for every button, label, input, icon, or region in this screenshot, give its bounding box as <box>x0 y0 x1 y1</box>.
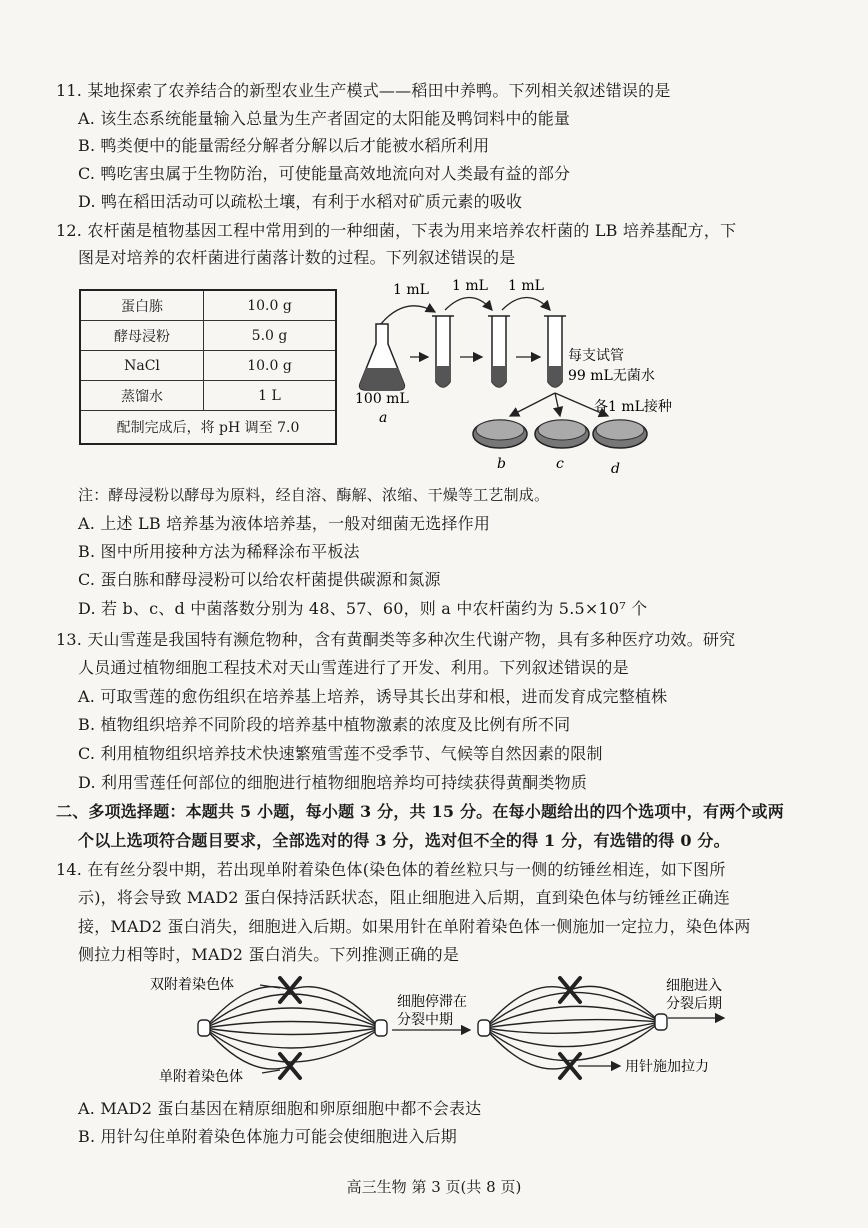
q14-stem-line4: 侧拉力相等时，MAD2 蛋白消失。下列推测正确的是 <box>78 945 460 964</box>
tube-note-line2: 99 mL无菌水 <box>568 368 655 384</box>
q13-option-b: B. 植物组织培养不同阶段的培养基中植物激素的浓度及比例有所不同 <box>78 715 571 734</box>
q12-stem-line1: 12. 农杆菌是植物基因工程中常用到的一种细菌，下表为用来培养农杆菌的 LB 培养基配方，下 <box>56 221 737 240</box>
q12-stem-line2: 图是对培养的农杆菌进行菌落计数的过程。下列叙述错误的是 <box>78 248 516 267</box>
double-attached-label: 双附着染色体 <box>150 977 234 993</box>
ingredient-name: NaCl <box>80 351 204 381</box>
q13-stem-line1: 13. 天山雪莲是我国特有濒危物种，含有黄酮类等多种次生代谢产物，具有多种医疗功效。研究 <box>56 630 736 649</box>
ingredient-name: 酵母浸粉 <box>80 321 204 351</box>
plate-label-d: d <box>611 461 620 477</box>
table-footer: 配制完成后，将 pH 调至 7.0 <box>80 411 336 445</box>
enter-label-line2: 分裂后期 <box>666 996 722 1012</box>
ingredient-amount: 1 L <box>204 381 337 411</box>
section2-heading-line1: 二、多项选择题：本题共 5 小题，每小题 3 分，共 15 分。在每小题给出的四个选项中，有两个或两 <box>56 802 784 821</box>
q11-option-d: D. 鸭在稻田活动可以疏松土壤，有利于水稻对矿质元素的吸收 <box>78 192 523 211</box>
q12-option-c: C. 蛋白胨和酵母浸粉可以给农杆菌提供碳源和氮源 <box>78 570 441 589</box>
pulled-chromosome-top <box>560 978 580 1002</box>
arrest-label-line1: 细胞停滞在 <box>397 994 467 1010</box>
transfer-volume-1: 1 mL <box>393 282 429 298</box>
q14-stem-line2: 示)，将会导致 MAD2 蛋白保持活跃状态，阻止细胞进入后期，直到染色体与纺锤丝正确连 <box>78 888 730 907</box>
enter-label-line1: 细胞进入 <box>666 978 722 994</box>
inoculate-note: 各1 mL接种 <box>594 399 672 415</box>
cell-metaphase-arrest <box>198 987 387 1069</box>
flask-volume: 100 mL <box>355 391 409 407</box>
flask-label: a <box>379 410 388 426</box>
plate-label-c: c <box>556 456 564 472</box>
q14-option-a: A. MAD2 蛋白基因在精原细胞和卵原细胞中都不会表达 <box>78 1099 482 1118</box>
plate-label-b: b <box>497 456 506 472</box>
q11-stem: 11. 某地探索了农养结合的新型农业生产模式——稻田中养鸭。下列相关叙述错误的是 <box>56 81 671 100</box>
q11-option-a: A. 该生态系统能量输入总量为生产者固定的太阳能及鸭饲料中的能量 <box>78 109 571 128</box>
ingredient-name: 蛋白胨 <box>80 290 204 321</box>
single-attached-label: 单附着染色体 <box>159 1069 243 1085</box>
cell-needle-pull <box>478 986 667 1069</box>
page-footer: 高三生物 第 3 页(共 8 页) <box>346 1178 522 1196</box>
q12-option-d: D. 若 b、c、d 中菌落数分别为 48、57、60，则 a 中农杆菌约为 5.5×10⁷ 个 <box>78 599 648 618</box>
q12-option-a: A. 上述 LB 培养基为液体培养基，一般对细菌无选择作用 <box>78 514 491 533</box>
q13-option-a: A. 可取雪莲的愈伤组织在培养基上培养，诱导其长出芽和根，进而发育成完整植株 <box>78 687 668 706</box>
tube-note-line1: 每支试管 <box>568 348 624 364</box>
transfer-volume-2: 1 mL <box>452 278 488 294</box>
q14-option-b: B. 用针勾住单附着染色体施力可能会使细胞进入后期 <box>78 1127 457 1146</box>
double-attached-chromosome <box>280 978 300 1002</box>
needle-label: 用针施加拉力 <box>625 1059 709 1075</box>
ingredient-amount: 10.0 g <box>204 290 337 321</box>
arrest-label-line2: 分裂中期 <box>397 1012 453 1028</box>
ingredient-amount: 5.0 g <box>204 321 337 351</box>
q12-option-b: B. 图中所用接种方法为稀释涂布平板法 <box>78 542 360 561</box>
q12-note: 注：酵母浸粉以酵母为原料，经自溶、酶解、浓缩、干燥等工艺制成。 <box>78 486 550 504</box>
ingredient-name: 蒸馏水 <box>80 381 204 411</box>
ingredient-amount: 10.0 g <box>204 351 337 381</box>
transfer-volume-3: 1 mL <box>508 278 544 294</box>
q13-option-d: D. 利用雪莲任何部位的细胞进行植物细胞培养均可持续获得黄酮类物质 <box>78 773 588 792</box>
q11-option-c: C. 鸭吃害虫属于生物防治，可使能量高效地流向对人类最有益的部分 <box>78 164 571 183</box>
q14-stem-line1: 14. 在有丝分裂中期，若出现单附着染色体(染色体的着丝粒只与一侧的纺锤丝相连，如下图所 <box>56 860 726 879</box>
pulled-chromosome-bottom <box>560 1054 580 1078</box>
section2-heading-line2: 个以上选项符合题目要求，全部选对的得 3 分，选对但不全的得 1 分，有选错的得 0 分。 <box>78 831 730 850</box>
q14-stem-line3: 接，MAD2 蛋白消失，细胞进入后期。如果用针在单附着染色体一侧施加一定拉力，染色体两 <box>78 917 751 936</box>
q11-option-b: B. 鸭类便中的能量需经分解者分解以后才能被水稻所利用 <box>78 136 490 155</box>
q13-stem-line2: 人员通过植物细胞工程技术对天山雪莲进行了开发、利用。下列叙述错误的是 <box>78 658 629 677</box>
single-attached-chromosome <box>280 1054 300 1078</box>
q13-option-c: C. 利用植物组织培养技术快速繁殖雪莲不受季节、气候等自然因素的限制 <box>78 744 603 763</box>
